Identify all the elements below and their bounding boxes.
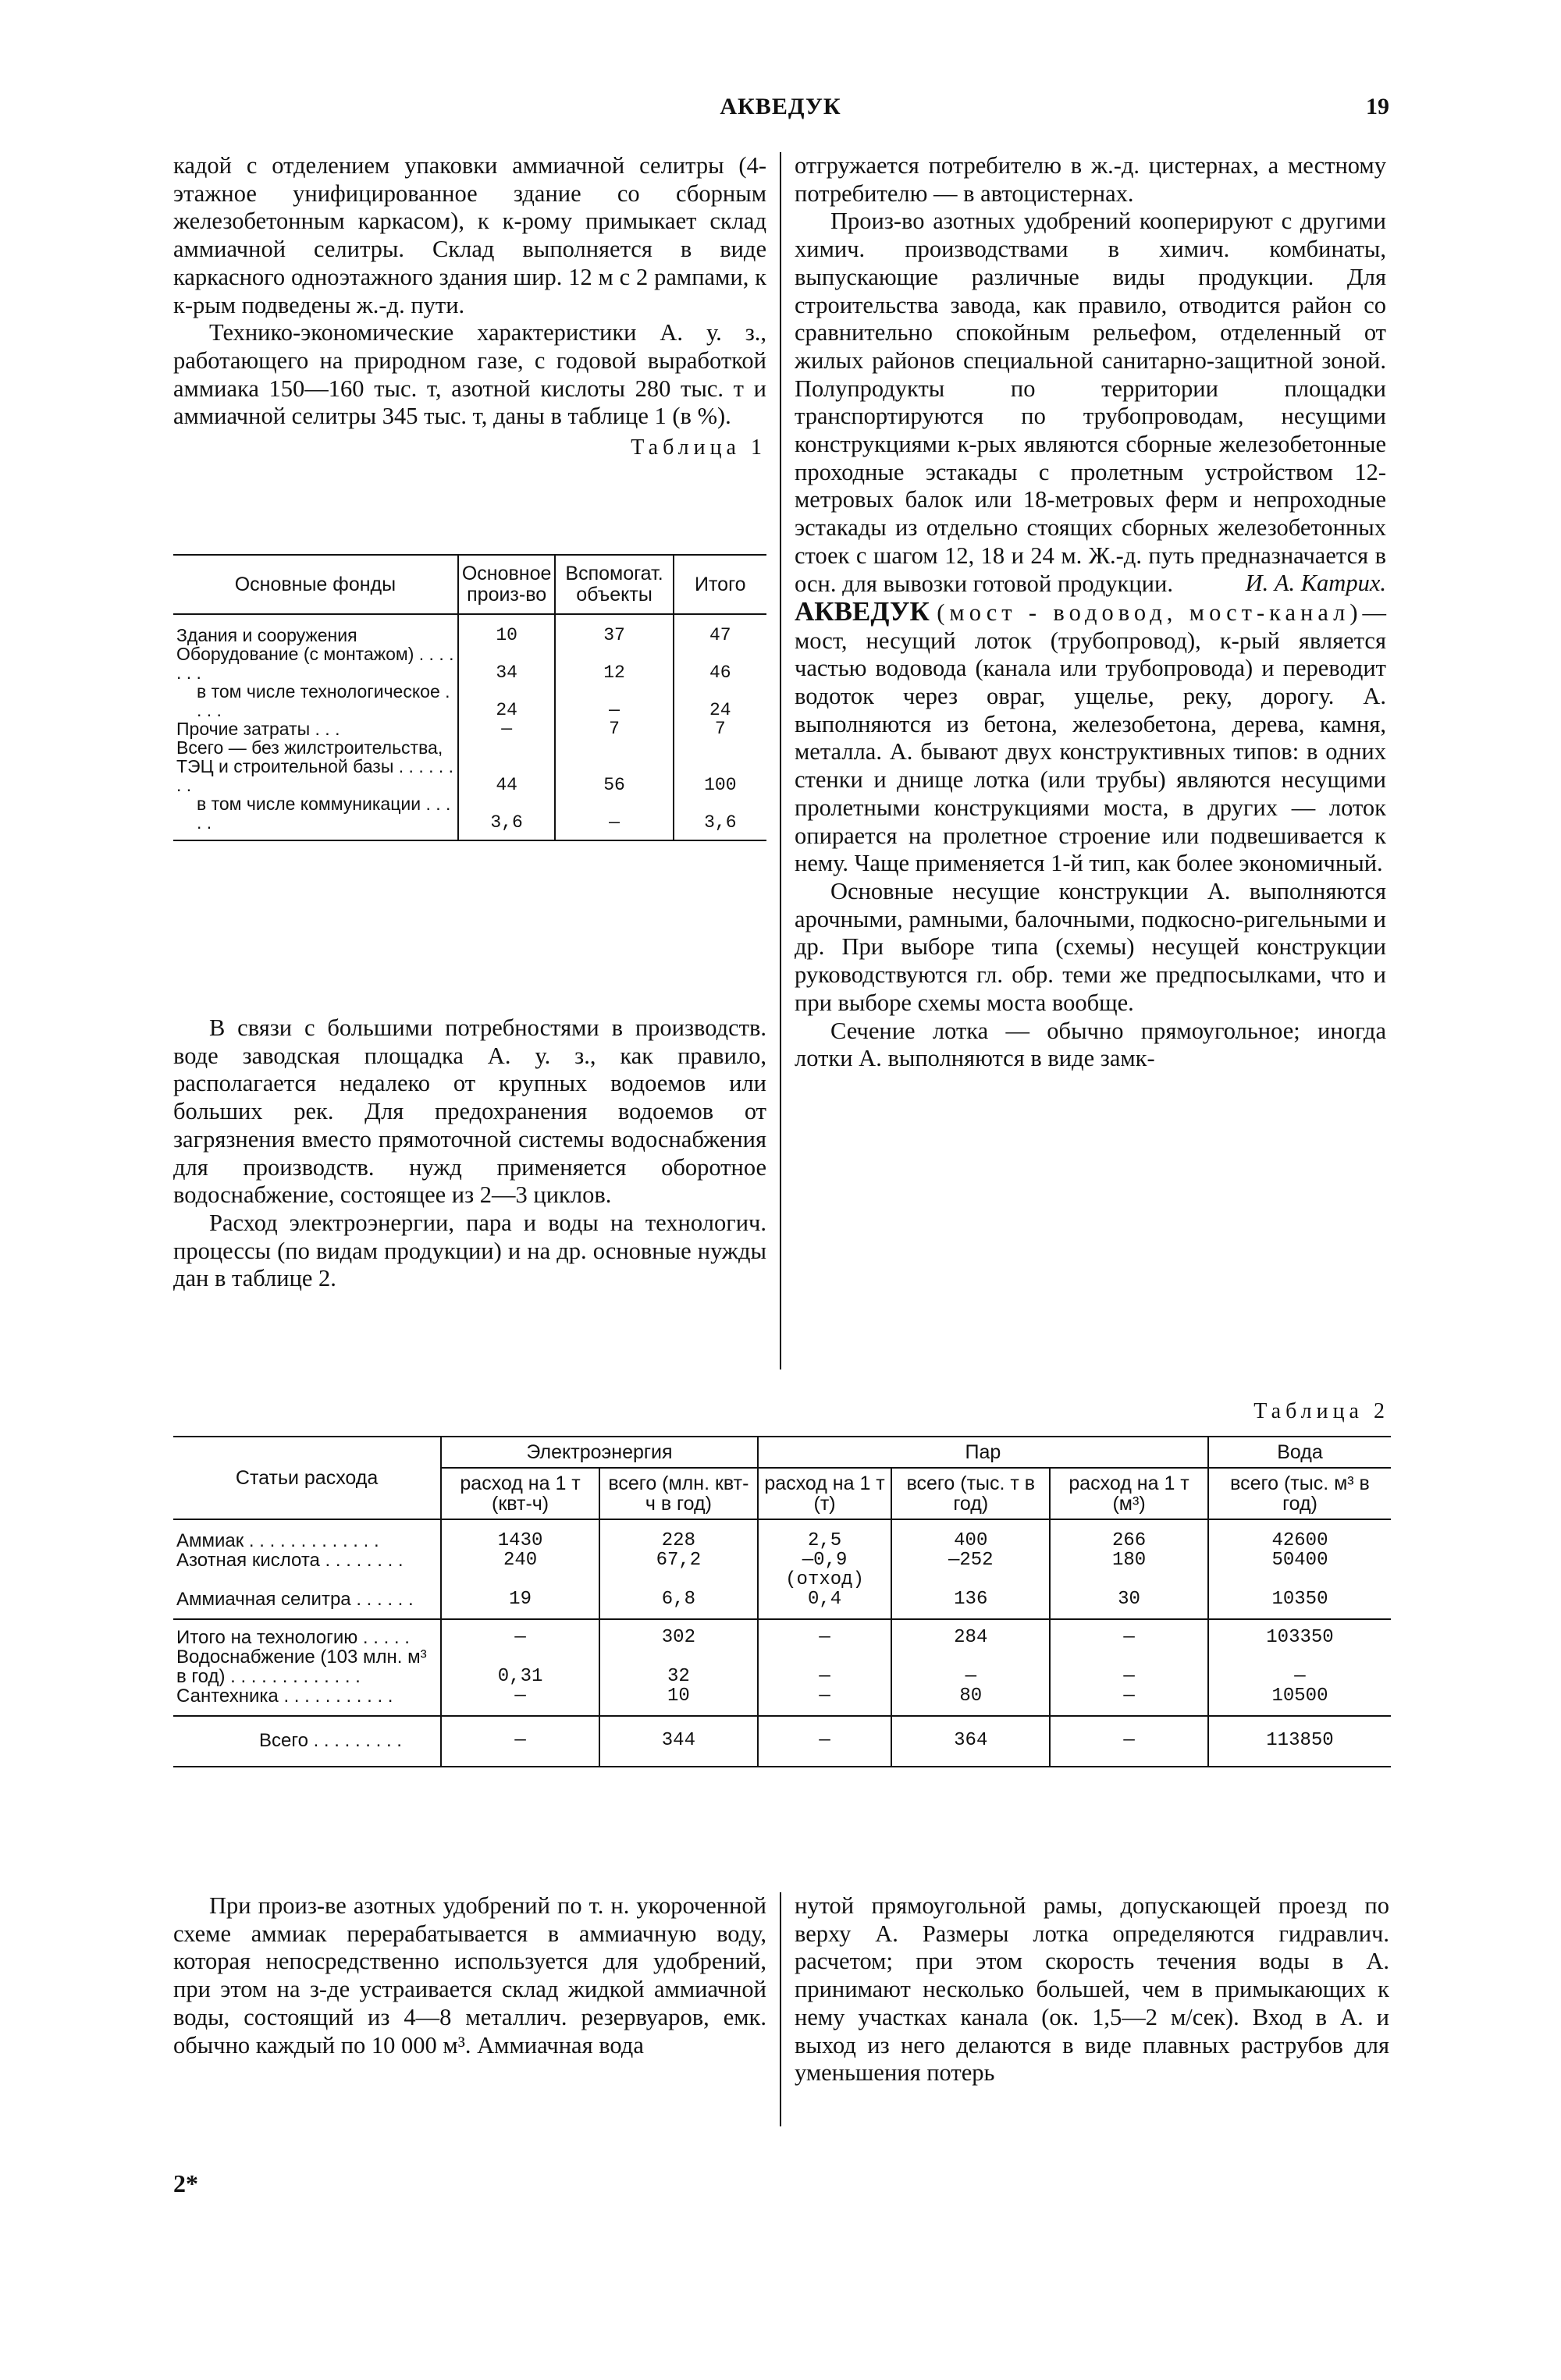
entry-paragraph [795,595,1386,878]
cell: 228 [599,1519,758,1551]
cell: 47 [674,614,766,645]
cell: 3,6 [458,794,556,840]
col-header: расход на 1 т (т) [758,1468,892,1519]
col-header: расход на 1 т (м³) [1050,1468,1208,1519]
cell: 240 [441,1551,599,1590]
cell: 24 [674,682,766,719]
paragraph: Расход электроэнергии, пара и воды на технологич. процессы (по видам продукции) и на др. основные нужды дан в таблице 2. [173,1209,766,1292]
table-row [173,1519,1391,1551]
right-column-bottom [795,1892,1389,2087]
paragraph: Произ-во азотных удобрений кооперируют с другими химич. производствами в химич. комбинаты, выпускающие различные виды продукции. Для строительства завода, как правило, отводится район со сравнительно спокойным рельефом, отделенный от жилых районов специальной санитарно-защитной зоной. Полупродукты по территории площадки транспортируются по трубопроводам, несущими конструкциями к-рых являются сборные железобетонные проходные эстакады с пролетным устройством 12-метровых балок или 18-метровых ферм и непроходные эстакады из отдельно стоящих сборных железобетонных стоек с шагом 12, 18 и 24 м. Ж.-д. путь предназначается в осн. для вывозки готовой продукции. [795,208,1386,597]
col-header: Итого [674,555,766,614]
cell: — [555,682,673,719]
col-header: Вспомогат. объекты [555,555,673,614]
table-row [173,1590,1391,1619]
table-row [173,1619,1391,1647]
cell: — [758,1619,892,1647]
running-head: АКВЕДУК [720,94,841,119]
col-header: всего (тыс. м³ в год) [1208,1468,1391,1519]
paragraph: нутой прямоугольной рамы, допускающей проезд по верху А. Размеры лотка определяются гидравлич. расчетом; при этом скорость течения воды в А. принимают несколько большей, чем в примыкающих к нему участках канала (ок. 1,5—2 м/сек). Вход в А. и выход из него делаются в виде плавных раструбов для уменьшения потерь [795,1892,1389,2087]
row-label: Оборудование (с монтажом) . . . . . . . [176,644,454,683]
cell: — [1050,1647,1208,1686]
cell: —252 [891,1551,1050,1590]
cell: 12 [555,645,673,682]
table-row [173,719,766,738]
cell: 302 [599,1619,758,1647]
table-row [173,1647,1391,1686]
row-label: Сантехника . . . . . . . . . . . [173,1686,441,1716]
cell: 180 [1050,1551,1208,1590]
col-header: всего (тыс. т в год) [891,1468,1050,1519]
row-label: Всего — без жилстроительства, ТЭЦ и строительной базы . . . . . . . . [176,737,454,795]
col-header: Основные фонды [173,555,458,614]
table-row [173,614,766,645]
cell: 136 [891,1590,1050,1619]
entry-term: АКВЕДУК [795,595,930,627]
table-row [173,682,766,719]
cell: 364 [891,1716,1050,1767]
right-column-top [795,152,1386,1073]
entry-text: —мост, несущий лоток (трубопровод), к-рый является частью водовода (канала или трубопровода) и переводит водоток через овраг, ущелье, реку, дорогу. А. выполняются из бетона, железобетона, дерева, камня, металла. А. бывают двух конструктивных типов: в одних стенки и днище лотка (или трубы) являются несущими пролетными конструкциями моста, в других — лоток опирается на пролетное строение или подвешивается к нему. Чаще применяется 1-й тип, как более экономичный. [795,599,1386,877]
cell: 7 [674,719,766,738]
row-label: Аммиак . . . . . . . . . . . . . [176,1530,379,1551]
cell: — [1050,1716,1208,1767]
paragraph: Сечение лотка — обычно прямоугольное; иногда лотки А. выполняются в виде замк- [795,1017,1386,1072]
cell: 0,31 [441,1647,599,1686]
cell: 10350 [1208,1590,1391,1619]
paragraph: В связи с большими потребностями в производств. воде заводская площадка А. у. з., как правило, располагается недалеко от крупных водоемов или больших рек. Для предохранения водоемов от загрязнения вместо прямоточной системы водоснабжения для производств. нужд применяется оборотное водоснабжение, состоящее из 2—3 циклов. [173,1014,766,1209]
table-row [173,1551,1391,1590]
cell: 7 [555,719,673,738]
row-label: Аммиачная селитра . . . . . . [173,1590,441,1619]
row-label: Итого на технологию . . . . . [176,1627,410,1648]
paragraph: Технико-экономические характеристики А. у. з., работающего на природном газе, с годовой выработкой аммиака 150—160 тыс. т, азотной кислоты 280 тыс. т и аммиачной селитры 345 тыс. т, даны в таблице 1 (в %). [173,319,766,430]
entry-gloss: (мост - водовод, мост-канал) [937,599,1363,626]
left-column-after-table [173,1014,766,1293]
cell: 44 [458,738,556,794]
table-row-total [173,1716,1391,1767]
cell: 56 [555,738,673,794]
row-label: Водоснабжение (103 млн. м³ в год) . . . . . . . . . . . . . [176,1646,427,1687]
table-row [173,794,766,840]
printer-signature-mark: 2* [173,2169,198,2197]
cell: 32 [599,1647,758,1686]
cell: 2,5 [758,1519,892,1551]
cell: — [1208,1647,1391,1686]
cell: — [1050,1686,1208,1716]
group-header-electricity: Электроэнергия [441,1437,758,1468]
group-header-water: Вода [1208,1437,1391,1468]
cell: 1430 [441,1519,599,1551]
row-label: Азотная кислота . . . . . . . . [176,1550,404,1571]
cell: 103350 [1208,1619,1391,1647]
paragraph: отгружается потребителю в ж.-д. цистернах, а местному потребителю — в автоцистернах. [795,152,1386,207]
table2-caption: Таблица 2 [1253,1399,1389,1423]
row-label: Здания и сооружения [176,625,357,645]
column-rule-bottom [780,1892,781,2126]
cell: 113850 [1208,1716,1391,1767]
paragraph: кадой с отделением упаковки аммиачной селитры (4-этажное унифицированное здание со сборным железобетонным каркасом), к к-рому примыкает склад аммиачной селитры. Склад выполняется в виде каркасного одноэтажного здания шир. 12 м с 2 рампами, к к-рым подведены ж.-д. пути. [173,152,766,318]
col-header: расход на 1 т (квт-ч) [441,1468,599,1519]
left-column-top [173,152,766,462]
cell: 400 [891,1519,1050,1551]
cell: — [441,1686,599,1716]
cell: 6,8 [599,1590,758,1619]
row-label: Прочие затраты . . . [176,719,340,739]
cell: 37 [555,614,673,645]
table-row [173,645,766,682]
cell: 19 [441,1590,599,1619]
cell: — [758,1647,892,1686]
page-number: 19 [1366,94,1389,119]
cell: — [758,1716,892,1767]
row-label: Всего . . . . . . . . . [173,1716,441,1767]
group-header-steam: Пар [758,1437,1208,1468]
table-header-row [173,555,766,614]
cell: 42600 [1208,1519,1391,1551]
cell: 10 [458,614,556,645]
paragraph: При произ-ве азотных удобрений по т. н. укороченной схеме аммиак перерабатывается в аммиачную воду, которая непосредственно используется для удобрений, при этом на з-де устраивается склад жидкой аммиачной воды, состоящий из 4—8 металлич. резервуаров, емк. обычно каждый по 10 000 м³. Аммиачная вода [173,1892,766,2059]
cell: 24 [458,682,556,719]
col-header: Основное произ-во [458,555,556,614]
cell: 266 [1050,1519,1208,1551]
left-column-bottom [173,1892,766,2059]
col-header: Статьи расхода [173,1437,441,1519]
cell: 34 [458,645,556,682]
table-1 [173,554,766,841]
cell: 0,4 [758,1590,892,1619]
cell: — [1050,1619,1208,1647]
cell: 30 [1050,1590,1208,1619]
cell: 50400 [1208,1551,1391,1590]
cell: — [441,1619,599,1647]
cell: 3,6 [674,794,766,840]
table-row [173,1686,1391,1716]
cell: — [758,1686,892,1716]
cell: 80 [891,1686,1050,1716]
column-rule-top [780,152,781,1369]
col-header: всего (млн. квт-ч в год) [599,1468,758,1519]
cell: 10500 [1208,1686,1391,1716]
cell: —0,9 (отход) [758,1551,892,1590]
cell: — [458,719,556,738]
table1-caption: Таблица 1 [631,435,766,460]
author-signature: И. А. Катрих. [1245,570,1386,597]
cell: 344 [599,1716,758,1767]
cell: 100 [674,738,766,794]
cell: — [891,1647,1050,1686]
table-row [173,738,766,794]
cell: 284 [891,1619,1050,1647]
cell: 67,2 [599,1551,758,1590]
table-group-header-row [173,1437,1391,1468]
row-label: в том числе технологическое . . . . [197,681,450,720]
cell: 10 [599,1686,758,1716]
cell: — [441,1716,599,1767]
cell: 46 [674,645,766,682]
paragraph: Основные несущие конструкции А. выполняются арочными, рамными, балочными, подкосно-ригельными и др. При выборе типа (схемы) несущей конструкции руководствуются гл. обр. теми же предпосылками, что и при выборе схемы моста вообще. [795,877,1386,1016]
table-2 [173,1436,1391,1767]
row-label: в том числе коммуникации . . . . . [173,794,458,840]
cell: — [555,794,673,840]
